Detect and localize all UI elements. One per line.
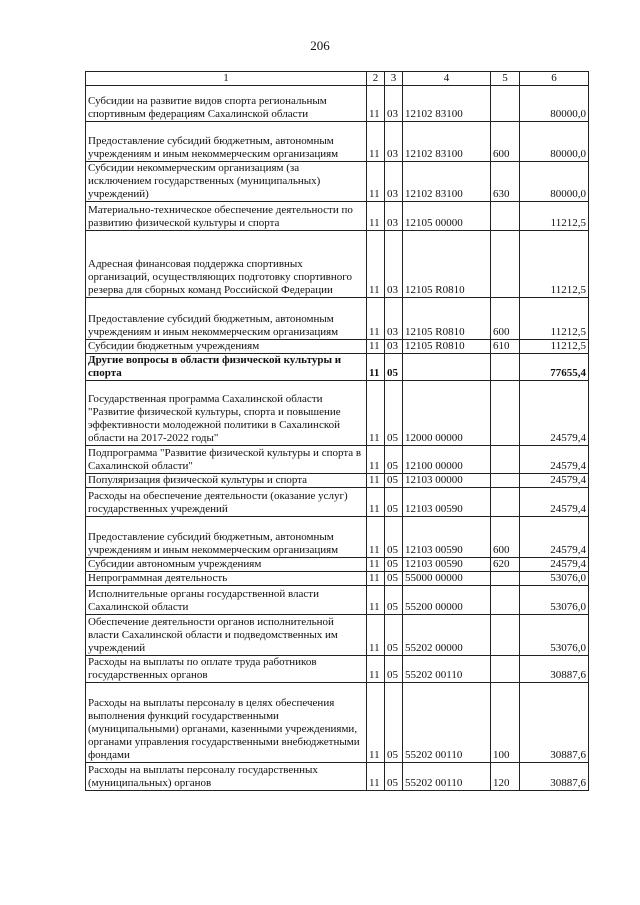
expense-type-cell: 620	[491, 558, 520, 572]
expense-name-cell: Расходы на обеспечение деятельности (оказание услуг) государственных учреждений	[86, 488, 367, 517]
section-code-cell: 11	[367, 86, 385, 122]
subsection-code-cell: 05	[385, 586, 403, 615]
table-row	[86, 446, 589, 474]
subsection-code-cell: 03	[385, 340, 403, 354]
section-code-cell: 11	[367, 354, 385, 381]
section-code-cell: 11	[367, 763, 385, 791]
subsection-code-cell: 05	[385, 446, 403, 474]
target-article-cell: 55202 00110	[403, 763, 491, 791]
target-article-cell: 12103 00000	[403, 474, 491, 488]
table-row	[86, 517, 589, 558]
subsection-code-cell: 05	[385, 381, 403, 446]
table-row	[86, 474, 589, 488]
amount-cell: 11212,5	[520, 340, 589, 354]
expense-name-cell: Популяризация физической культуры и спорта	[86, 474, 367, 488]
target-article-cell: 12105 R0810	[403, 298, 491, 340]
expense-type-cell: 610	[491, 340, 520, 354]
target-article-cell: 55202 00110	[403, 683, 491, 763]
target-article-cell: 12105 R0810	[403, 231, 491, 298]
budget-table	[85, 71, 589, 791]
expense-name-cell: Субсидии на развитие видов спорта региональным спортивным федерациям Сахалинской области	[86, 86, 367, 122]
subsection-code-cell: 03	[385, 86, 403, 122]
column-header: 5	[491, 72, 520, 86]
column-header: 3	[385, 72, 403, 86]
table-row	[86, 122, 589, 162]
target-article-cell: 12102 83100	[403, 86, 491, 122]
amount-cell: 24579,4	[520, 558, 589, 572]
subsection-code-cell: 05	[385, 615, 403, 656]
amount-cell: 80000,0	[520, 162, 589, 202]
expense-name-cell: Другие вопросы в области физической культуры и спорта	[86, 354, 367, 381]
subsection-code-cell: 05	[385, 656, 403, 683]
expense-name-cell: Обеспечение деятельности органов исполнительной власти Сахалинской области и подведомственных им учреждений	[86, 615, 367, 656]
amount-cell: 24579,4	[520, 474, 589, 488]
section-code-cell: 11	[367, 572, 385, 586]
table-row	[86, 683, 589, 763]
section-code-cell: 11	[367, 446, 385, 474]
subsection-code-cell: 03	[385, 162, 403, 202]
subsection-code-cell: 05	[385, 683, 403, 763]
page-number: 206	[310, 38, 330, 53]
expense-type-cell	[491, 488, 520, 517]
amount-cell: 11212,5	[520, 298, 589, 340]
expense-type-cell	[491, 231, 520, 298]
expense-name-cell: Исполнительные органы государственной власти Сахалинской области	[86, 586, 367, 615]
target-article-cell: 12102 83100	[403, 122, 491, 162]
subsection-code-cell: 05	[385, 354, 403, 381]
amount-cell: 30887,6	[520, 683, 589, 763]
expense-type-cell	[491, 586, 520, 615]
expense-name-cell: Подпрограмма "Развитие физической культуры и спорта в Сахалинской области"	[86, 446, 367, 474]
section-code-cell: 11	[367, 683, 385, 763]
section-code-cell: 11	[367, 202, 385, 231]
section-code-cell: 11	[367, 517, 385, 558]
amount-cell: 11212,5	[520, 231, 589, 298]
section-code-cell: 11	[367, 474, 385, 488]
amount-cell: 24579,4	[520, 517, 589, 558]
table-header-row	[86, 72, 589, 86]
table-row	[86, 763, 589, 791]
table-row	[86, 162, 589, 202]
table-row	[86, 86, 589, 122]
expense-type-cell	[491, 354, 520, 381]
expense-type-cell: 120	[491, 763, 520, 791]
amount-cell: 30887,6	[520, 763, 589, 791]
expense-type-cell: 600	[491, 517, 520, 558]
target-article-cell: 55000 00000	[403, 572, 491, 586]
target-article-cell: 55202 00000	[403, 615, 491, 656]
column-header: 1	[86, 72, 367, 86]
expense-type-cell: 600	[491, 298, 520, 340]
table-row	[86, 558, 589, 572]
expense-type-cell: 600	[491, 122, 520, 162]
expense-name-cell: Адресная финансовая поддержка спортивных организаций, осуществляющих подготовку спортивного резерва для сборных команд Российской Федерации	[86, 231, 367, 298]
column-header: 4	[403, 72, 491, 86]
section-code-cell: 11	[367, 122, 385, 162]
table-row	[86, 488, 589, 517]
amount-cell: 24579,4	[520, 381, 589, 446]
table-row	[86, 572, 589, 586]
expense-name-cell: Субсидии бюджетным учреждениям	[86, 340, 367, 354]
column-header: 6	[520, 72, 589, 86]
table-row	[86, 381, 589, 446]
expense-name-cell: Расходы на выплаты по оплате труда работников государственных органов	[86, 656, 367, 683]
table-row	[86, 615, 589, 656]
expense-type-cell	[491, 656, 520, 683]
expense-name-cell: Материально-техническое обеспечение деятельности по развитию физической культуры и спорта	[86, 202, 367, 231]
subsection-code-cell: 05	[385, 488, 403, 517]
table-body	[86, 86, 589, 791]
subsection-code-cell: 05	[385, 474, 403, 488]
section-code-cell: 11	[367, 231, 385, 298]
subsection-code-cell: 03	[385, 202, 403, 231]
amount-cell: 24579,4	[520, 488, 589, 517]
target-article-cell: 55200 00000	[403, 586, 491, 615]
expense-type-cell	[491, 86, 520, 122]
amount-cell: 77655,4	[520, 354, 589, 381]
expense-type-cell	[491, 202, 520, 231]
target-article-cell: 12105 R0810	[403, 340, 491, 354]
amount-cell: 24579,4	[520, 446, 589, 474]
table-row	[86, 354, 589, 381]
section-code-cell: 11	[367, 381, 385, 446]
expense-name-cell: Расходы на выплаты персоналу в целях обеспечения выполнения функций государственными (муниципальными) органами, казенными учреждениями, органами управления государственными внебюджетными фондами	[86, 683, 367, 763]
target-article-cell: 12100 00000	[403, 446, 491, 474]
amount-cell: 53076,0	[520, 586, 589, 615]
expense-type-cell: 630	[491, 162, 520, 202]
target-article-cell: 12102 83100	[403, 162, 491, 202]
expense-type-cell: 100	[491, 683, 520, 763]
column-header: 2	[367, 72, 385, 86]
section-code-cell: 11	[367, 656, 385, 683]
table-row	[86, 586, 589, 615]
amount-cell: 80000,0	[520, 122, 589, 162]
subsection-code-cell: 03	[385, 231, 403, 298]
subsection-code-cell: 05	[385, 572, 403, 586]
expense-name-cell: Предоставление субсидий бюджетным, автономным учреждениям и иным некоммерческим организациям	[86, 298, 367, 340]
table-row	[86, 298, 589, 340]
expense-name-cell: Непрограммная деятельность	[86, 572, 367, 586]
amount-cell: 80000,0	[520, 86, 589, 122]
target-article-cell: 12000 00000	[403, 381, 491, 446]
amount-cell: 30887,6	[520, 656, 589, 683]
amount-cell: 53076,0	[520, 572, 589, 586]
expense-name-cell: Государственная программа Сахалинской области "Развитие физической культуры, спорта и повышение эффективности молодежной политики в Сахалинской области на 2017-2022 годы"	[86, 381, 367, 446]
subsection-code-cell: 03	[385, 298, 403, 340]
expense-name-cell: Расходы на выплаты персоналу государственных (муниципальных) органов	[86, 763, 367, 791]
target-article-cell: 12103 00590	[403, 558, 491, 572]
expense-name-cell: Субсидии некоммерческим организациям (за исключением государственных (муниципальных) учреждений)	[86, 162, 367, 202]
section-code-cell: 11	[367, 488, 385, 517]
expense-type-cell	[491, 615, 520, 656]
section-code-cell: 11	[367, 162, 385, 202]
section-code-cell: 11	[367, 615, 385, 656]
target-article-cell: 55202 00110	[403, 656, 491, 683]
amount-cell: 11212,5	[520, 202, 589, 231]
target-article-cell	[403, 354, 491, 381]
section-code-cell: 11	[367, 558, 385, 572]
expense-name-cell: Предоставление субсидий бюджетным, автономным учреждениям и иным некоммерческим организациям	[86, 517, 367, 558]
table-row	[86, 340, 589, 354]
target-article-cell: 12103 00590	[403, 517, 491, 558]
expense-name-cell: Предоставление субсидий бюджетным, автономным учреждениям и иным некоммерческим организациям	[86, 122, 367, 162]
table-row	[86, 656, 589, 683]
target-article-cell: 12105 00000	[403, 202, 491, 231]
subsection-code-cell: 05	[385, 763, 403, 791]
expense-type-cell	[491, 381, 520, 446]
subsection-code-cell: 03	[385, 122, 403, 162]
amount-cell: 53076,0	[520, 615, 589, 656]
subsection-code-cell: 05	[385, 558, 403, 572]
expense-type-cell	[491, 572, 520, 586]
expense-type-cell	[491, 474, 520, 488]
subsection-code-cell: 05	[385, 517, 403, 558]
section-code-cell: 11	[367, 340, 385, 354]
table-row	[86, 231, 589, 298]
expense-name-cell: Субсидии автономным учреждениям	[86, 558, 367, 572]
section-code-cell: 11	[367, 298, 385, 340]
table-row	[86, 202, 589, 231]
target-article-cell: 12103 00590	[403, 488, 491, 517]
expense-type-cell	[491, 446, 520, 474]
section-code-cell: 11	[367, 586, 385, 615]
